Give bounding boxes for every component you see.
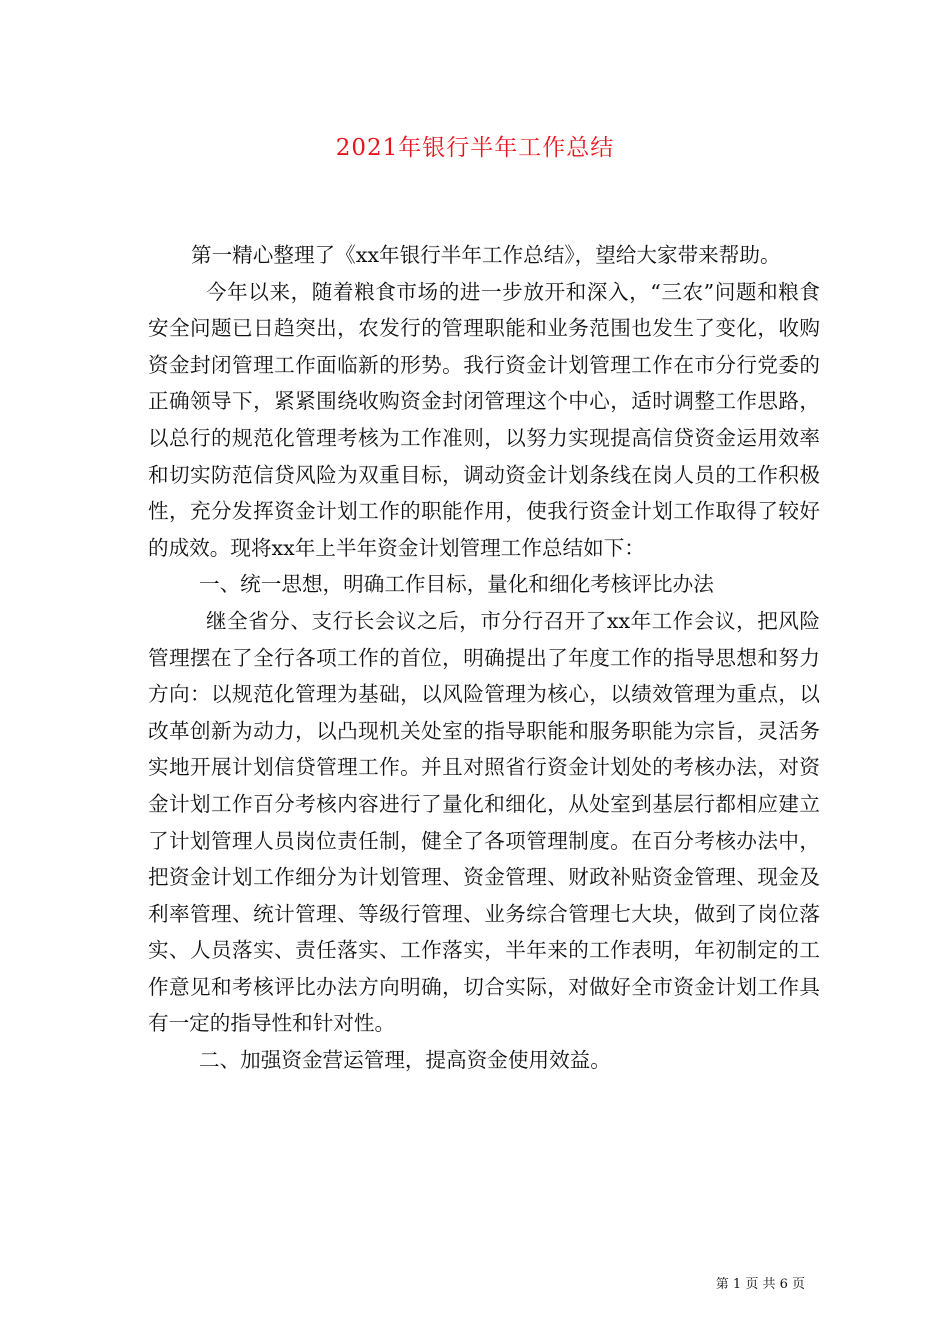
intro-paragraph: 第一精心整理了《xx年银行半年工作总结》，望给大家带来帮助。 — [191, 243, 781, 267]
document-title: 2021年银行半年工作总结 — [335, 135, 615, 161]
section-heading-2: 二、加强资金营运管理，提高资金使用效益。 — [199, 1048, 611, 1073]
document-body — [148, 237, 820, 1079]
section-heading-1: 一、统一思想，明确工作目标，量化和细化考核评比办法 — [199, 572, 714, 597]
body-paragraph: 今年以来，随着粮食市场的进一步放开和深入，“三农”问题和粮食安全问题已日趋突出，农发行的管理职能和业务范围也发生了变化，收购资金封闭管理工作面临新的形势。我行资金计划管理工作在市分行党委的正确领导下，紧紧围绕收购资金封闭管理这个中心，适时调整工作思路，以总行的规范化管理考核为工作准则，以努力实现提高信贷资金运用效率和切实防范信贷风险为双重目标，调动资金计划条线在岗人员的工作积极性，充分发挥资金计划工作的职能作用，使我行资金计划工作取得了较好的成效。现将xx年上半年资金计划管理工作总结如下： — [148, 279, 820, 560]
body-paragraph: 继全省分、支行长会议之后，市分行召开了xx年工作会议，把风险管理摆在了全行各项工作的首位，明确提出了年度工作的指导思想和努力方向：以规范化管理为基础，以风险管理为核心，以绩效管理为重点，以改革创新为动力，以凸现机关处室的指导职能和服务职能为宗旨，灵活务实地开展计划信贷管理工作。并且对照省行资金计划处的考核办法，对资金计划工作百分考核内容进行了量化和细化，从处室到基层行都相应建立了计划管理人员岗位责任制，健全了各项管理制度。在百分考核办法中，把资金计划工作细分为计划管理、资金管理、财政补贴资金管理、现金及利率管理、统计管理、等级行管理、业务综合管理七大块，做到了岗位落实、人员落实、责任落实、工作落实，半年来的工作表明，年初制定的工作意见和考核评比办法方向明确，切合实际，对做好全市资金计划工作具有一定的指导性和针对性。 — [148, 608, 820, 1036]
page-number-footer: 第 1 页 共 6 页 — [715, 1277, 805, 1292]
